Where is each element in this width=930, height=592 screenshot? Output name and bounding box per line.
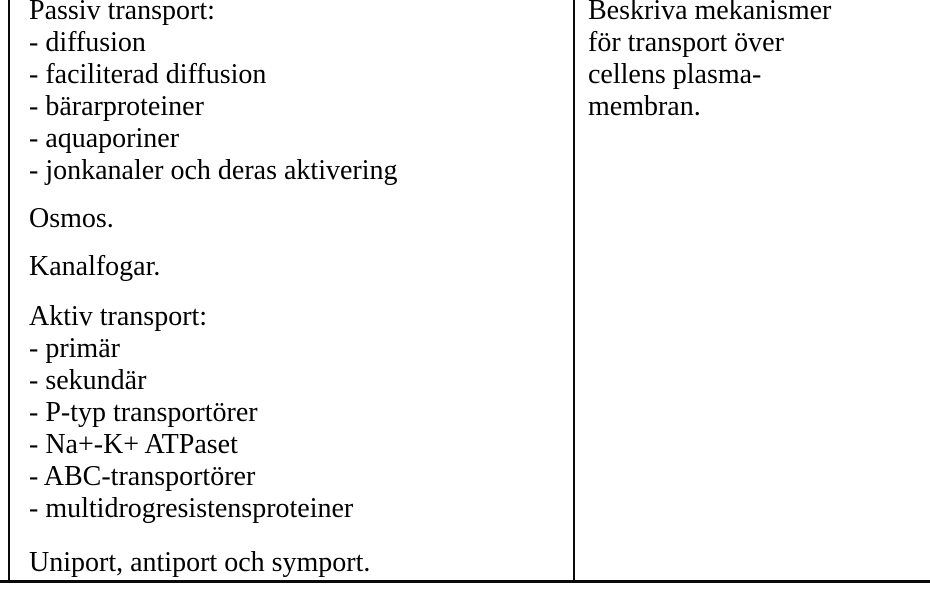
text-line: - faciliterad diffusion — [29, 59, 267, 90]
paragraph-kanalfogar — [29, 251, 564, 283]
paragraph-goal — [588, 0, 926, 123]
text-line: Beskriva mekanismer — [588, 0, 832, 26]
text-line: Passiv transport: — [29, 0, 215, 26]
table-cell-goal — [588, 0, 926, 123]
text-line: - primär — [29, 333, 120, 364]
text-line: Aktiv transport: — [29, 301, 208, 332]
text-line: Osmos. — [29, 203, 114, 234]
text-line: - bärarproteiner — [29, 91, 204, 122]
text-line: - P-typ transportörer — [29, 397, 258, 428]
text-line: Kanalfogar. — [29, 251, 161, 282]
text-line: - jonkanaler och deras aktivering — [29, 155, 398, 186]
paragraph-uniport — [29, 547, 564, 579]
text-line: - diffusion — [29, 27, 146, 58]
text-line: för transport över — [588, 27, 784, 58]
table-column-divider — [573, 0, 575, 582]
table-left-border — [8, 0, 10, 582]
table-bottom-border — [0, 580, 930, 583]
text-line: - multidrogresistensproteiner — [29, 493, 354, 524]
paragraph-passiv-transport — [29, 0, 564, 187]
text-line: - Na+-K+ ATPaset — [29, 429, 238, 460]
table-cell-topics — [29, 0, 564, 579]
text-line: - sekundär — [29, 365, 147, 396]
text-line: - ABC-transportörer — [29, 461, 256, 492]
text-line: cellens plasma- — [588, 59, 762, 90]
paragraph-osmos — [29, 203, 564, 235]
text-line: - aquaporiner — [29, 123, 180, 154]
text-line: Uniport, antiport och symport. — [29, 547, 371, 578]
paragraph-aktiv-transport — [29, 301, 564, 525]
text-line: membran. — [588, 91, 701, 122]
